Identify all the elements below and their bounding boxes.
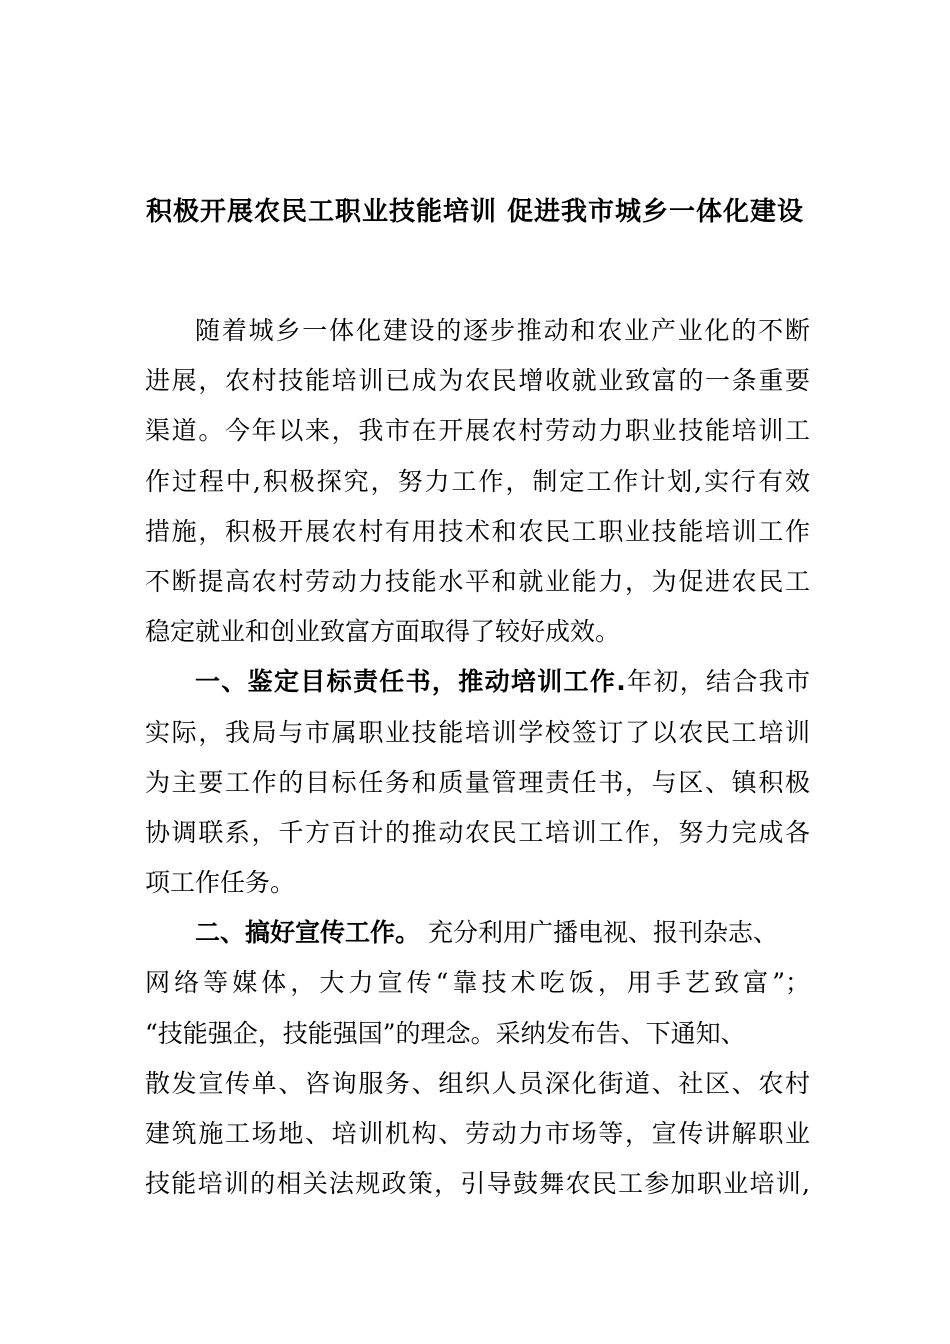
document-body [145, 306, 810, 1209]
section-2-first-line-text: 充分利用广播电视、报刊杂志、 [420, 918, 778, 948]
section-2-line-2: 网络等媒体，大力宣传“靠技术吃饭，用手艺致富”； [145, 968, 810, 998]
section-2-line-6: 技能培训的相关法规政策，引导鼓舞农民工参加职业培训, [145, 1169, 810, 1199]
section-1-first-line [145, 657, 810, 707]
section-1-line-3: 为主要工作的目标任务和质量管理责任书，与区、镇积极 [145, 767, 810, 797]
section-2-heading: 二、搞好宣传工作。 [195, 918, 421, 948]
section-1-first-line-text: 年初，结合我市 [625, 667, 810, 697]
section-1-line-4: 协调联系，千方百计的推动农民工培训工作，努力完成各 [145, 817, 810, 847]
section-1-heading: 一、鉴定目标责任书，推动培训工作. [195, 667, 626, 697]
section-2-line-3: “技能强企，技能强国”的理念。采纳发布告、下通知、 [145, 1018, 746, 1048]
paragraph-1-line-5: 措施，积极开展农村有用技术和农民工职业技能培训工作 [145, 516, 810, 546]
paragraph-1-line-3: 渠道。今年以来，我市在开展农村劳动力职业技能培训工 [145, 416, 810, 446]
section-1-line-5: 项工作任务。 [145, 868, 296, 898]
paragraph-1-line-6: 不断提高农村劳动力技能水平和就业能力，为促进农民工 [145, 566, 810, 596]
paragraph-1-line-4: 作过程中,积极探究，努力工作，制定工作计划,实行有效 [145, 466, 810, 496]
section-1-line-2: 实际，我局与市属职业技能培训学校签订了以农民工培训 [145, 717, 810, 747]
paragraph-1-line-7: 稳定就业和创业致富方面取得了较好成效。 [145, 617, 621, 647]
section-2-first-line [145, 908, 810, 958]
section-2-line-5: 建筑施工场地、培训机构、劳动力市场等，宣传讲解职业 [145, 1119, 810, 1148]
document-title: 积极开展农民工职业技能培训 促进我市城乡一体化建设 [145, 197, 805, 227]
paragraph-1-line-2: 进展，农村技能培训已成为农民增收就业致富的一条重要 [145, 366, 810, 396]
paragraph-1-line-1: 随着城乡一体化建设的逐步推动和农业产业化的不断 [195, 316, 810, 345]
section-2-line-4: 散发宣传单、咨询服务、组织人员深化街道、社区、农村 [145, 1068, 810, 1098]
